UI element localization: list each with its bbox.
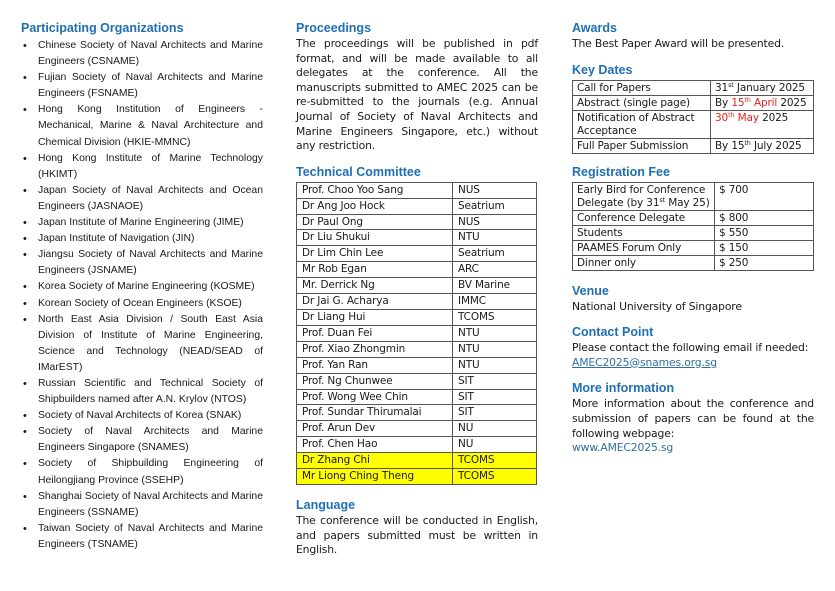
- member-name-cell: Prof. Ng Chunwee: [297, 373, 453, 389]
- list-item: • Japan Institute of Navigation (JIN): [21, 231, 263, 247]
- member-name-cell: Prof. Duan Fei: [297, 325, 453, 341]
- member-org-cell: SIT: [453, 373, 537, 389]
- contact-heading: Contact Point: [572, 325, 654, 340]
- member-org-cell: BV Marine: [453, 278, 537, 294]
- table-row: [573, 182, 814, 210]
- table-row: [297, 294, 537, 310]
- member-org-cell: Seatrium: [453, 246, 537, 262]
- member-org-cell: NU: [453, 421, 537, 437]
- key-date-value-cell: 31st January 2025: [711, 80, 814, 95]
- table-row: [297, 453, 537, 469]
- list-item: • Japan Institute of Marine Engineering (JIME): [21, 215, 263, 231]
- member-org-cell: SIT: [453, 405, 537, 421]
- list-item: • Society of Shipbuilding Engineering of Heilongjiang Province (SSEHP): [21, 456, 263, 488]
- table-row: [573, 240, 814, 255]
- participating-section: [21, 20, 263, 553]
- table-row: [297, 278, 537, 294]
- key-date-value-cell: By 15th July 2025: [711, 138, 814, 153]
- table-row: [297, 373, 537, 389]
- member-name-cell: Dr Lim Chin Lee: [297, 246, 453, 262]
- table-row: [573, 95, 814, 110]
- fee-label-cell: Dinner only: [573, 255, 715, 270]
- table-row: [297, 262, 537, 278]
- key-date-value-cell: 30th May 2025: [711, 110, 814, 138]
- member-name-cell: Dr Liu Shukui: [297, 230, 453, 246]
- right-column: [572, 20, 814, 456]
- member-org-cell: TCOMS: [453, 469, 537, 485]
- member-name-cell: Prof. Yan Ran: [297, 357, 453, 373]
- key-dates-heading: Key Dates: [572, 62, 633, 77]
- fee-amount-cell: $ 700: [715, 182, 814, 210]
- website-link[interactable]: www.AMEC2025.sg: [572, 441, 674, 455]
- table-row: [297, 198, 537, 214]
- member-org-cell: TCOMS: [453, 453, 537, 469]
- technical-committee-heading: Technical Committee: [296, 164, 421, 179]
- proceedings-text: The proceedings will be published in pdf format, and will be made available to all delegates at the conference. All the manuscripts submitted to AMEC 2025 can be re-submitted to the journals (e.g. Annual Journal of Society of Naval Architects and Marine Engineers Singapore, etc.) without any restriction.: [296, 37, 538, 153]
- table-row: [297, 246, 537, 262]
- technical-committee-table: [296, 182, 537, 485]
- table-row: [573, 255, 814, 270]
- list-item: • Chinese Society of Naval Architects and Marine Engineers (CSNAME): [21, 38, 263, 70]
- member-org-cell: NTU: [453, 230, 537, 246]
- list-item: • Taiwan Society of Naval Architects and Marine Engineers (TSNAME): [21, 521, 263, 553]
- table-row: [297, 310, 537, 326]
- member-name-cell: Mr. Derrick Ng: [297, 278, 453, 294]
- more-info-text: More information about the conference and submission of papers can be found at the following webpage:: [572, 397, 814, 440]
- list-item: • Russian Scientific and Technical Society of Shipbuilders named after A.N. Krylov (NTOS): [21, 376, 263, 408]
- language-text: The conference will be conducted in English, and papers submitted must be written in English.: [296, 513, 538, 557]
- table-row: [573, 80, 814, 95]
- table-row: [573, 138, 814, 153]
- venue-heading: Venue: [572, 283, 609, 298]
- member-name-cell: Dr Ang Joo Hock: [297, 198, 453, 214]
- member-name-cell: Dr Liang Hui: [297, 310, 453, 326]
- key-date-label-cell: Notification of Abstract Acceptance: [573, 110, 711, 138]
- middle-column: [296, 20, 538, 558]
- contact-text: Please contact the following email if needed:: [572, 341, 809, 355]
- member-org-cell: NUS: [453, 182, 537, 198]
- member-org-cell: NU: [453, 437, 537, 453]
- member-org-cell: TCOMS: [453, 310, 537, 326]
- list-item: • Society of Naval Architects of Korea (SNAK): [21, 408, 263, 424]
- list-item: • Korea Society of Marine Engineering (KOSME): [21, 279, 263, 295]
- member-name-cell: Prof. Sundar Thirumalai: [297, 405, 453, 421]
- language-heading: Language: [296, 497, 356, 512]
- table-row: [297, 421, 537, 437]
- member-name-cell: Dr Jai G. Acharya: [297, 294, 453, 310]
- member-org-cell: Seatrium: [453, 198, 537, 214]
- fee-amount-cell: $ 800: [715, 210, 814, 225]
- participating-list: [21, 38, 263, 553]
- member-org-cell: NUS: [453, 214, 537, 230]
- member-name-cell: Prof. Wong Wee Chin: [297, 389, 453, 405]
- member-name-cell: Prof. Xiao Zhongmin: [297, 341, 453, 357]
- key-date-value-cell: By 15th April 2025: [711, 95, 814, 110]
- list-item: • Society of Naval Architects and Marine Engineers Singapore (SNAMES): [21, 424, 263, 456]
- member-name-cell: Dr Zhang Chi: [297, 453, 453, 469]
- key-dates-table: [572, 80, 814, 154]
- key-date-label-cell: Call for Papers: [573, 80, 711, 95]
- list-item: • Jiangsu Society of Naval Architects and Marine Engineers (JSNAME): [21, 247, 263, 279]
- table-row: [297, 437, 537, 453]
- fee-label-cell: Students: [573, 225, 715, 240]
- list-item: • Hong Kong Institute of Marine Technology (HKIMT): [21, 151, 263, 183]
- fee-amount-cell: $ 250: [715, 255, 814, 270]
- member-name-cell: Prof. Arun Dev: [297, 421, 453, 437]
- awards-heading: Awards: [572, 21, 617, 35]
- member-name-cell: Prof. Choo Yoo Sang: [297, 182, 453, 198]
- awards-text: The Best Paper Award will be presented.: [572, 37, 785, 50]
- list-item: • Hong Kong Institution of Engineers - Mechanical, Marine & Naval Architecture and Chemical Division (HKIE-MMNC): [21, 102, 263, 150]
- table-row: [297, 182, 537, 198]
- key-date-label-cell: Full Paper Submission: [573, 138, 711, 153]
- member-org-cell: IMMC: [453, 294, 537, 310]
- list-item: • Fujian Society of Naval Architects and Marine Engineers (FSNAME): [21, 70, 263, 102]
- member-name-cell: Prof. Chen Hao: [297, 437, 453, 453]
- list-item: • Shanghai Society of Naval Architects and Marine Engineers (SSNAME): [21, 489, 263, 521]
- key-date-label-cell: Abstract (single page): [573, 95, 711, 110]
- fee-label-cell: Conference Delegate: [573, 210, 715, 225]
- table-row: [297, 325, 537, 341]
- table-row: [297, 405, 537, 421]
- member-org-cell: NTU: [453, 341, 537, 357]
- table-row: [297, 341, 537, 357]
- fee-amount-cell: $ 150: [715, 240, 814, 255]
- member-org-cell: SIT: [453, 389, 537, 405]
- table-row: [297, 357, 537, 373]
- member-name-cell: Mr Liong Ching Theng: [297, 469, 453, 485]
- list-item: • North East Asia Division / South East Asia Division of Institute of Marine Engineering, Science and Technology (NEAD/SEAD of IMarEST): [21, 312, 263, 376]
- table-row: [573, 110, 814, 138]
- venue-text: National University of Singapore: [572, 299, 742, 313]
- member-org-cell: NTU: [453, 325, 537, 341]
- list-item: • Korean Society of Ocean Engineers (KSOE): [21, 296, 263, 312]
- contact-email-link[interactable]: AMEC2025@snames.org.sg: [572, 355, 717, 369]
- table-row: [297, 389, 537, 405]
- table-row: [297, 214, 537, 230]
- table-row: [573, 210, 814, 225]
- registration-fee-heading: Registration Fee: [572, 164, 670, 179]
- registration-fee-table: [572, 182, 814, 271]
- member-name-cell: Dr Paul Ong: [297, 214, 453, 230]
- list-item: • Japan Society of Naval Architects and Ocean Engineers (JASNAOE): [21, 183, 263, 215]
- fee-label-cell: PAAMES Forum Only: [573, 240, 715, 255]
- table-row: [573, 225, 814, 240]
- participating-heading: Participating Organizations: [21, 21, 184, 35]
- table-row: [297, 230, 537, 246]
- more-info-heading: More information: [572, 381, 675, 396]
- member-org-cell: NTU: [453, 357, 537, 373]
- member-name-cell: Mr Rob Egan: [297, 262, 453, 278]
- proceedings-heading: Proceedings: [296, 21, 372, 35]
- table-row: [297, 469, 537, 485]
- fee-amount-cell: $ 550: [715, 225, 814, 240]
- member-org-cell: ARC: [453, 262, 537, 278]
- fee-label-cell: Early Bird for Conference Delegate (by 31st May 25): [573, 182, 715, 210]
